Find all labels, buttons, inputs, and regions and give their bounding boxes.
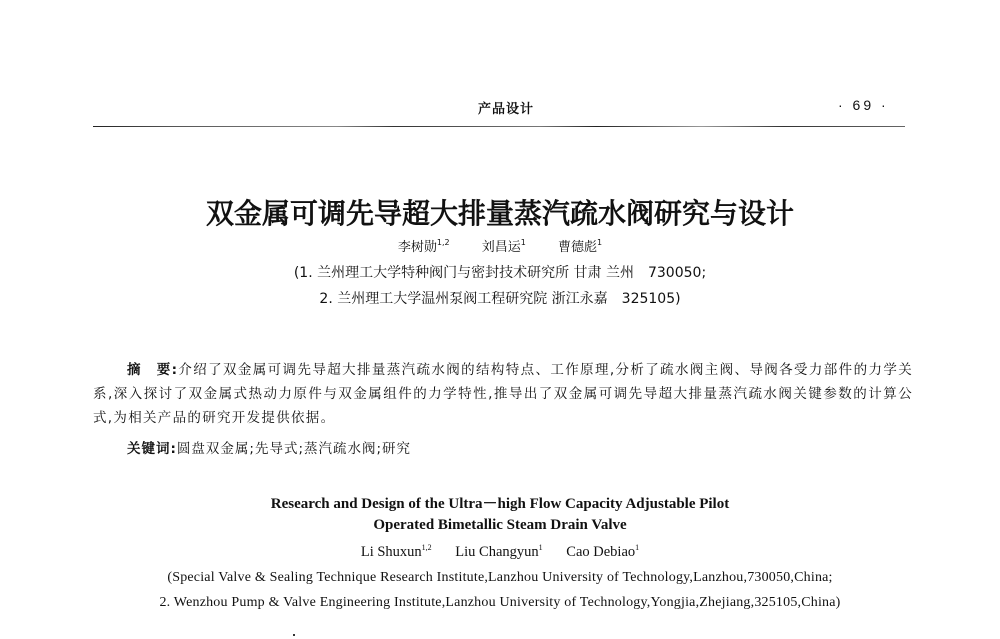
author-cn: 曹德彪$^1$: [558, 238, 603, 255]
authors-cn: [0, 236, 1000, 255]
author-en: Li Shuxun$^{1,2}$: [360, 543, 432, 560]
author-en: Liu Changyun$^1$: [455, 543, 543, 560]
affiliation-cn-1: (1. 兰州理工大学特种阀门与密封技术研究所 甘肃 兰州 730050;: [293, 265, 707, 281]
paper-title-en-line-1: Research and Design of the Ultra－high Flow Capacity Adjustable Pilot: [270, 496, 730, 512]
header-rule: [93, 126, 905, 127]
author-cn: 刘昌运$^1$: [481, 238, 526, 255]
author-en: Cao Debiao$^1$: [566, 543, 640, 560]
running-header-section: 产品设计: [478, 102, 535, 117]
author-cn: 李树勋$^{1,2}$: [397, 238, 450, 255]
paper-title-cn: 双金属可调先导超大排量蒸汽疏水阀研究与设计: [205, 197, 794, 230]
keywords-label: 关键词:: [127, 441, 177, 457]
authors-en: [0, 543, 1000, 561]
page-number: · 69 ·: [838, 97, 889, 113]
affiliation-en-2: 2. Wenzhou Pump & Valve Engineering Institute,Lanzhou University of Technology,Yongjia,Zhejiang,325105,China): [159, 595, 841, 610]
affiliation-en-1: (Special Valve & Sealing Technique Research Institute,Lanzhou University of Technology,Lanzhou,730050,China;: [167, 570, 833, 585]
affiliation-cn-2: 2. 兰州理工大学温州泵阀工程研究院 浙江永嘉 325105): [319, 291, 681, 307]
abstract-label: 摘 要:: [127, 362, 179, 378]
keywords-cn: [127, 437, 411, 457]
keywords-text: 圆盘双金属;先导式;蒸汽疏水阀;研究: [176, 441, 412, 457]
paper-title-en-line-2: Operated Bimetallic Steam Drain Valve: [373, 517, 627, 533]
scan-speck: [293, 634, 295, 636]
abstract-cn: [93, 358, 913, 430]
abstract-text: 介绍了双金属可调先导超大排量蒸汽疏水阀的结构特点、工作原理,分析了疏水阀主阀、导阀各受力部件的力学关系,深入探讨了双金属式热动力原件与双金属组件的力学特性,推导出了双金属可调先导超大排量蒸汽疏水阀关键参数的计算公式,为相关产品的研究开发提供依据。: [93, 362, 913, 426]
